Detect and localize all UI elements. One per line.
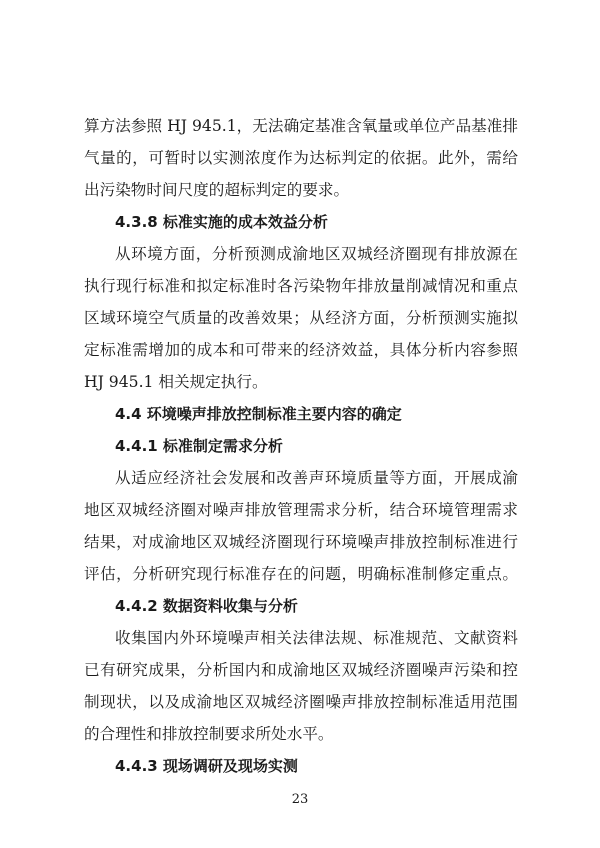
paragraph-4-line-1: 收集国内外环境噪声相关法律法规、标准规范、文献资料 <box>115 629 518 647</box>
section-heading-4-4-3: 4.4.3 现场调研及现场实测 <box>115 757 298 775</box>
section-heading-4-3-8: 4.3.8 标准实施的成本效益分析 <box>115 213 328 231</box>
paragraph-1-line-1: 算方法参照 HJ 945.1，无法确定基准含氧量或单位产品基准排 <box>84 117 518 135</box>
paragraph-2-line-1: 从环境方面，分析预测成渝地区双城经济圈现有排放源在 <box>115 245 518 263</box>
paragraph-1-line-3: 出污染物时间尺度的超标判定的要求。 <box>84 181 350 199</box>
paragraph-3-line-1: 从适应经济社会发展和改善声环境质量等方面，开展成渝 <box>115 469 518 487</box>
paragraph-4-line-3: 制现状，以及成渝地区双城经济圈噪声排放控制标准适用范围 <box>84 693 518 711</box>
paragraph-3-line-2: 地区双城经济圈对噪声排放管理需求分析，结合环境管理需求 <box>84 501 518 519</box>
paragraph-2-line-3: 区域环境空气质量的改善效果；从经济方面，分析预测实施拟 <box>84 309 518 327</box>
page-number: 23 <box>291 792 309 807</box>
paragraph-2-line-2: 执行现行标准和拟定标准时各污染物年排放量削减情况和重点 <box>84 277 518 295</box>
paragraph-3-line-3: 结果，对成渝地区双城经济圈现行环境噪声排放控制标准进行 <box>84 533 518 551</box>
paragraph-1-line-2: 气量的，可暂时以实测浓度作为达标判定的依据。此外，需给 <box>84 149 518 167</box>
paragraph-4-line-2: 已有研究成果，分析国内和成渝地区双城经济圈噪声污染和控 <box>84 661 518 679</box>
paragraph-4-line-4: 的合理性和排放控制要求所处水平。 <box>84 725 334 743</box>
paragraph-2-line-4: 定标准需增加的成本和可带来的经济效益，具体分析内容参照 <box>84 341 518 359</box>
section-heading-4-4-1: 4.4.1 标准制定需求分析 <box>115 437 283 455</box>
paragraph-3-line-4: 评估，分析研究现行标准存在的问题，明确标准制修定重点。 <box>84 565 518 583</box>
paragraph-2-line-5: HJ 945.1 相关规定执行。 <box>84 373 268 391</box>
section-heading-4-4-2: 4.4.2 数据资料收集与分析 <box>115 597 298 615</box>
section-heading-4-4: 4.4 环境噪声排放控制标准主要内容的确定 <box>115 405 402 423</box>
